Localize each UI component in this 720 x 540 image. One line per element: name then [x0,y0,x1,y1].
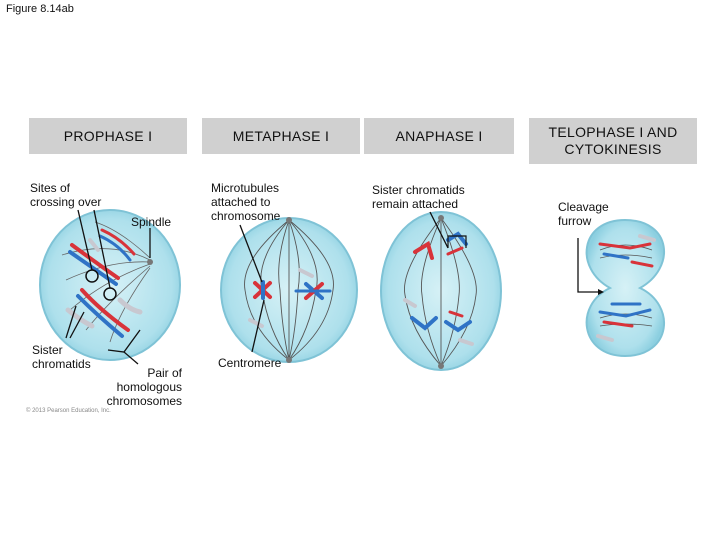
label-pair-of-homologous-chromosomes [86,366,182,408]
label-micro-line1: Microtubules [211,181,280,195]
label-pair-line2: homologous [116,380,182,394]
label-micro-line2: attached to [211,195,271,209]
label-remain-line1: Sister chromatids [372,183,465,197]
label-sister-chromatids [32,343,91,371]
label-spindle: Spindle [131,215,172,229]
copyright-notice: © 2013 Pearson Education, Inc. [26,408,111,414]
label-sister-chromatids-remain-attached [372,183,465,211]
anaphase-cell [381,212,501,370]
header-telophase-line2: CYTOKINESIS [564,141,662,157]
metaphase-cell [221,217,357,363]
telophase-cell [587,220,664,356]
header-metaphase: METAPHASE I [202,118,360,154]
label-centromere: Centromere [218,356,282,370]
label-cleavage-line2: furrow [558,214,592,228]
label-sites-line2: crossing over [30,195,102,209]
label-pair-line3: chromosomes [106,394,182,408]
label-sites-of-crossing-over [30,181,101,209]
header-prophase: PROPHASE I [29,118,187,154]
label-sites-line1: Sites of [30,181,71,195]
label-microtubules [211,181,280,223]
label-cleavage-furrow [558,200,609,228]
label-micro-line3: chromosome [211,209,281,223]
header-anaphase: ANAPHASE I [364,118,514,154]
label-sister-line1: Sister [32,343,63,357]
label-cleavage-line1: Cleavage [558,200,609,214]
label-sister-line2: chromatids [32,357,91,371]
figure-title: Figure 8.14ab [6,3,74,15]
header-telophase-line1: TELOPHASE I AND [548,124,678,140]
label-pair-line1: Pair of [147,366,182,380]
label-remain-line2: remain attached [372,197,459,211]
